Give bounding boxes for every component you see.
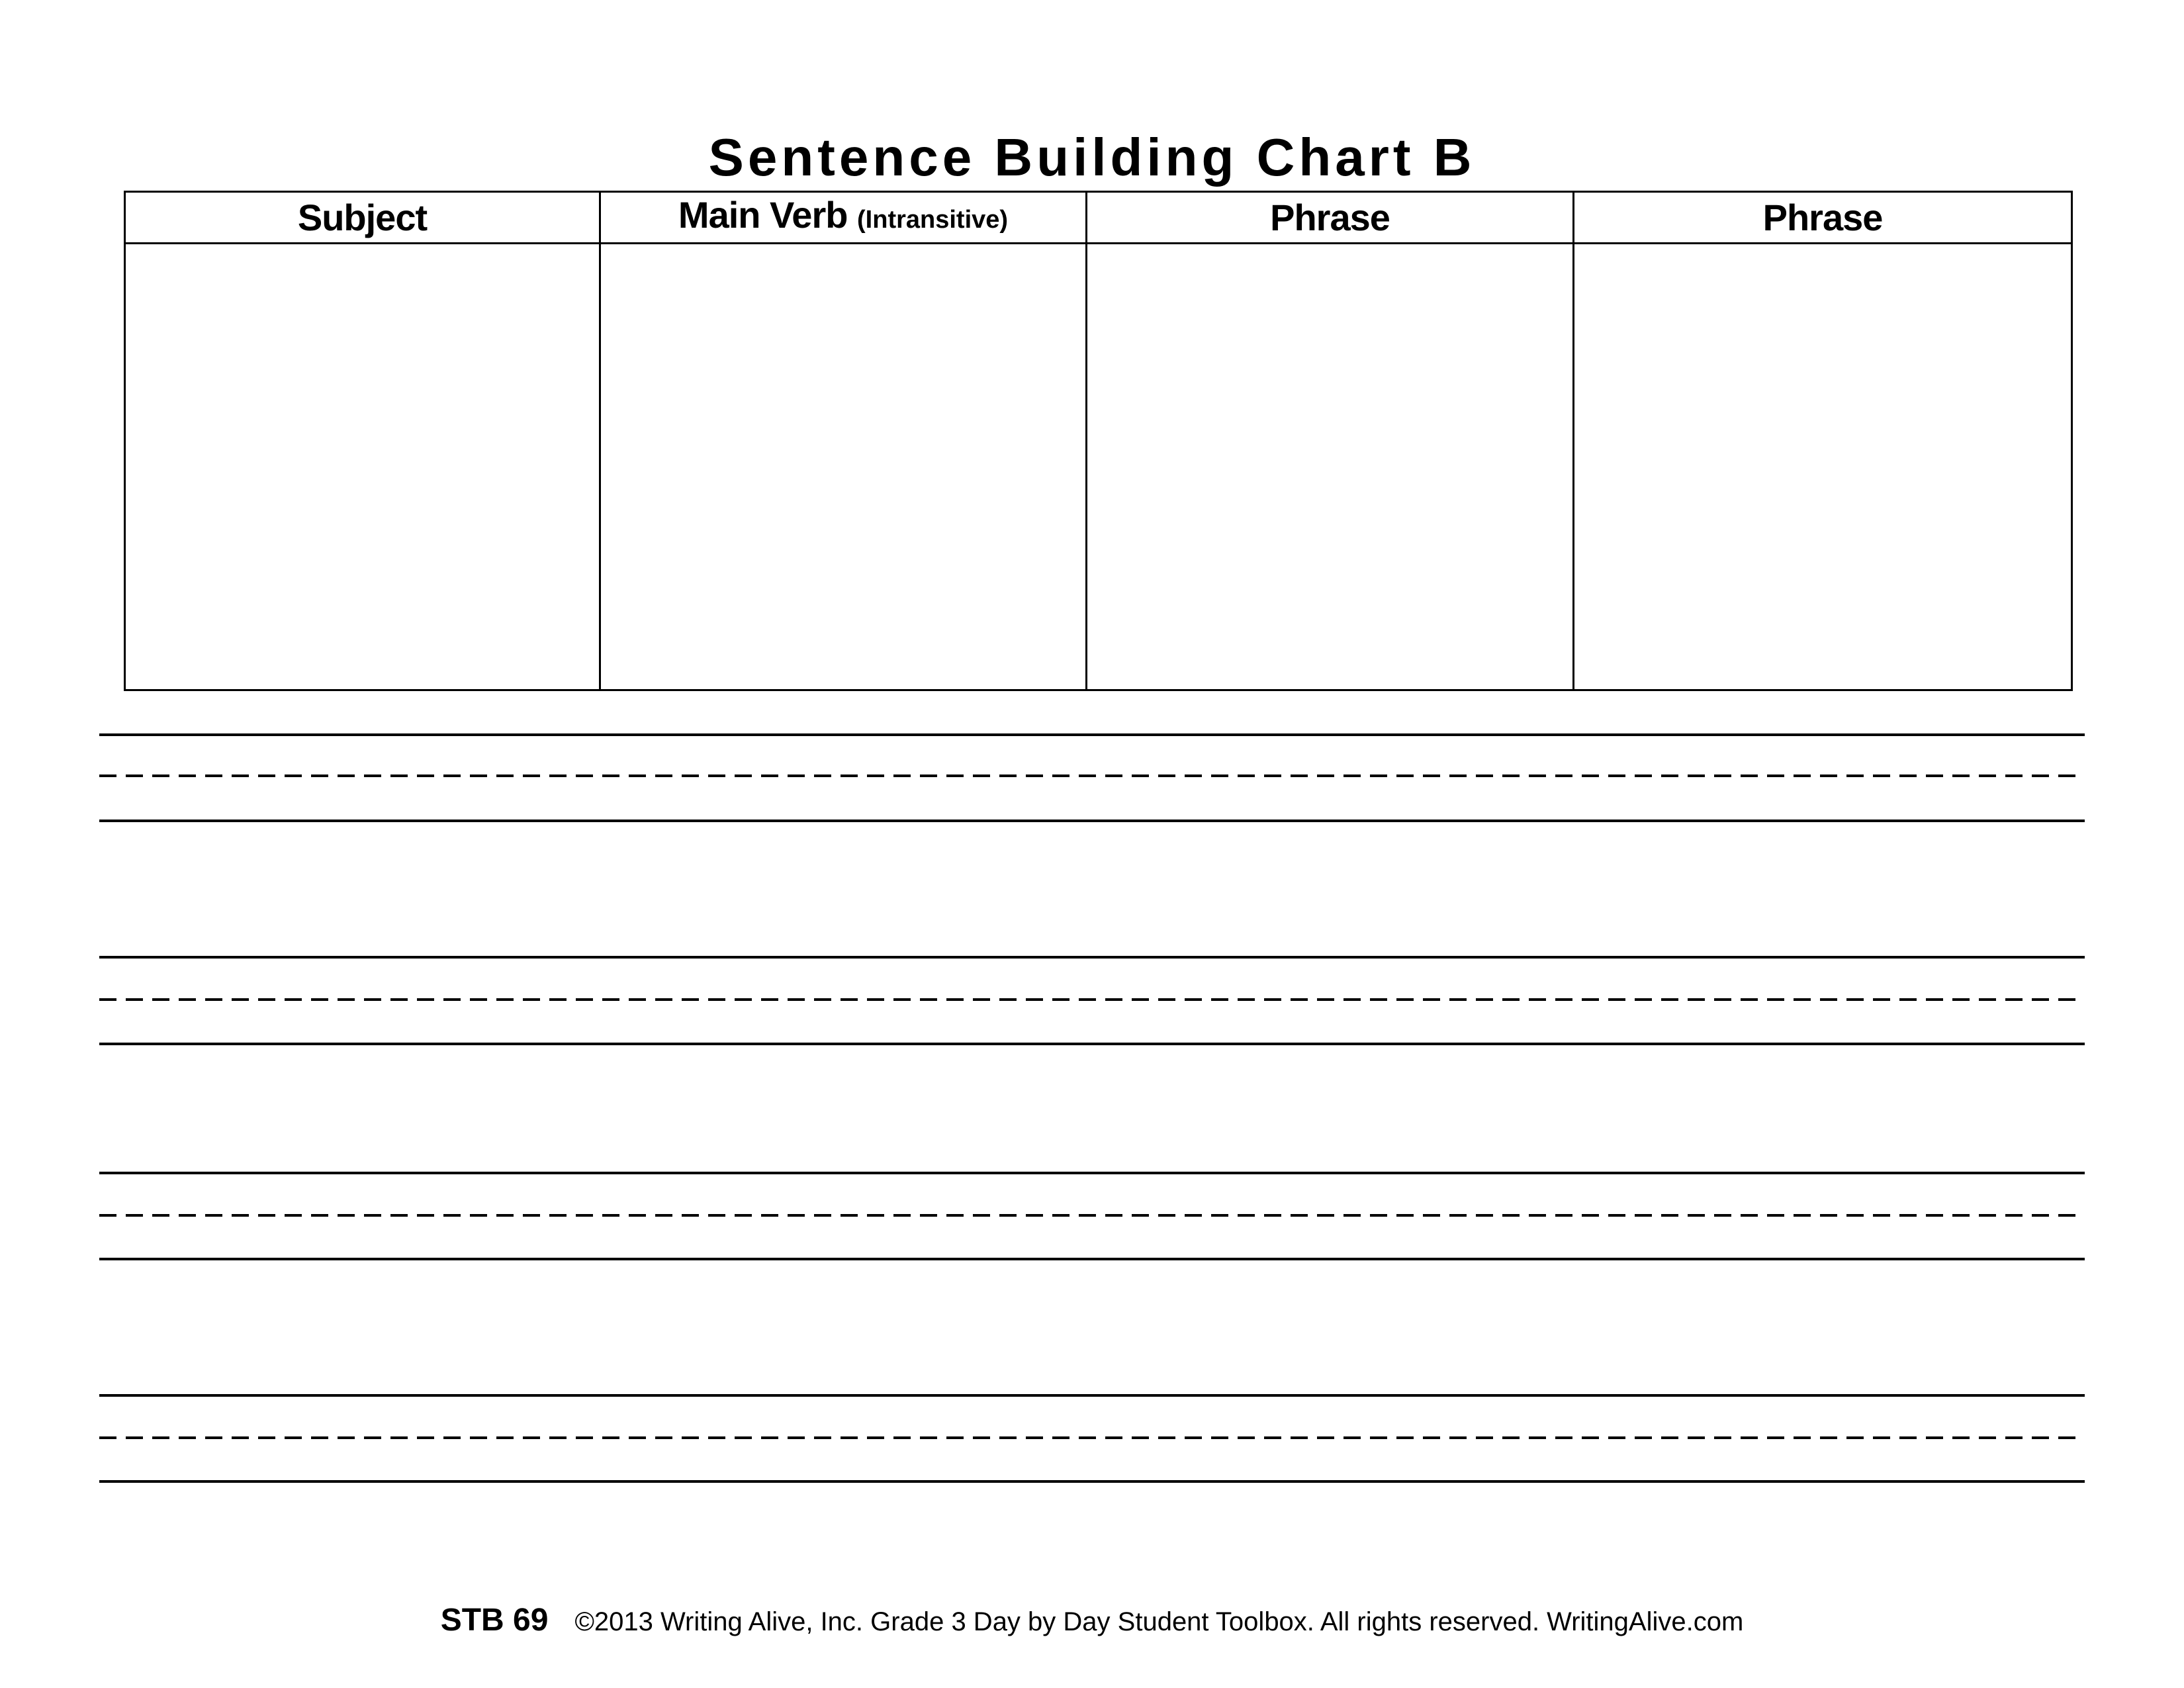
subject-cell[interactable]	[125, 244, 600, 690]
page-title: Sentence Building Chart B	[708, 128, 1476, 187]
table-body-row	[125, 244, 2072, 690]
column-header-label: Phrase	[1762, 196, 1883, 238]
column-header-main-verb	[600, 192, 1087, 244]
column-header-label: Subject	[297, 196, 428, 238]
writing-top-line	[99, 956, 2085, 959]
writing-top-line	[99, 1394, 2085, 1397]
copyright-text: ©2013 Writing Alive, Inc. Grade 3 Day by Day Student Toolbox. All rights reserved. WritingAlive.com	[574, 1607, 1744, 1636]
column-header-sublabel: (Intransitive)	[857, 206, 1009, 234]
sentence-building-table	[124, 191, 2073, 691]
writing-dashed-midline	[99, 774, 2078, 777]
writing-dashed-midline	[99, 1436, 2078, 1439]
writing-top-line	[99, 1172, 2085, 1174]
column-header-label: Main Verb	[678, 194, 848, 236]
main-verb-cell[interactable]	[600, 244, 1087, 690]
writing-dashed-midline	[99, 1214, 2078, 1217]
table-header-row	[125, 192, 2072, 244]
page-footer	[0, 1601, 2184, 1640]
writing-base-line	[99, 820, 2085, 822]
page-code: STB 69	[440, 1603, 549, 1638]
writing-base-line	[99, 1480, 2085, 1483]
column-header-phrase-2	[1574, 192, 2072, 244]
phrase-cell-2[interactable]	[1574, 244, 2072, 690]
writing-base-line	[99, 1258, 2085, 1260]
writing-dashed-midline	[99, 998, 2078, 1001]
writing-top-line	[99, 733, 2085, 736]
column-header-phrase-1	[1087, 192, 1574, 244]
column-header-subject	[125, 192, 600, 244]
phrase-cell-1[interactable]	[1087, 244, 1574, 690]
writing-base-line	[99, 1043, 2085, 1045]
column-header-label: Phrase	[1270, 196, 1390, 238]
